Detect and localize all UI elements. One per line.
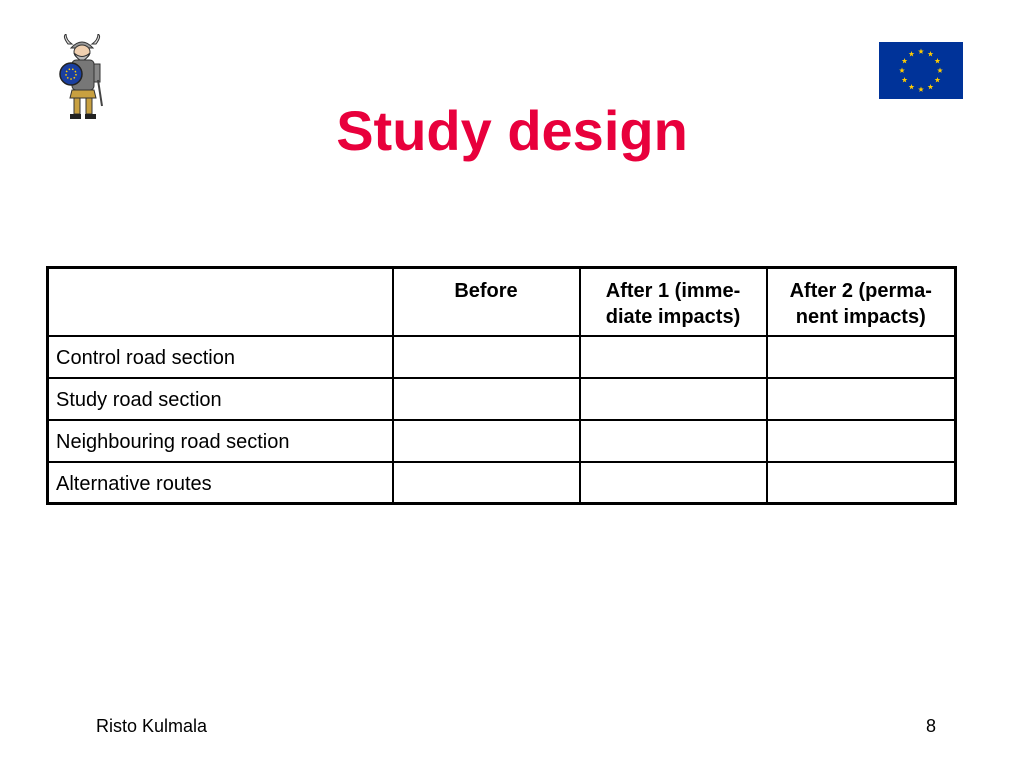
row-label: Study road section xyxy=(48,378,393,420)
study-design-table xyxy=(46,266,957,505)
footer-author: Risto Kulmala xyxy=(96,716,208,736)
table-row xyxy=(48,462,956,504)
header-after-1: After 1 (imme- diate impacts) xyxy=(580,268,767,336)
cell-after-1 xyxy=(580,420,767,462)
header-after-2: After 2 (perma- nent impacts) xyxy=(767,268,956,336)
cell-after-1 xyxy=(580,378,767,420)
table-row xyxy=(48,420,956,462)
cell-after-2 xyxy=(767,462,956,504)
slide-title: Study design xyxy=(336,99,688,162)
row-label: Control road section xyxy=(48,336,393,378)
cell-after-1 xyxy=(580,462,767,504)
cell-before xyxy=(393,462,580,504)
table-row xyxy=(48,378,956,420)
header-before: Before xyxy=(393,268,580,336)
cell-after-2 xyxy=(767,378,956,420)
table-header-row xyxy=(48,268,956,336)
eu-flag-icon xyxy=(879,42,963,99)
cell-after-1 xyxy=(580,336,767,378)
header-empty xyxy=(48,268,393,336)
cell-before xyxy=(393,420,580,462)
table-row xyxy=(48,336,956,378)
row-label: Alternative routes xyxy=(48,462,393,504)
page-number: 8 xyxy=(926,716,937,736)
cell-before xyxy=(393,336,580,378)
cell-after-2 xyxy=(767,336,956,378)
row-label: Neighbouring road section xyxy=(48,420,393,462)
cell-after-2 xyxy=(767,420,956,462)
cell-before xyxy=(393,378,580,420)
